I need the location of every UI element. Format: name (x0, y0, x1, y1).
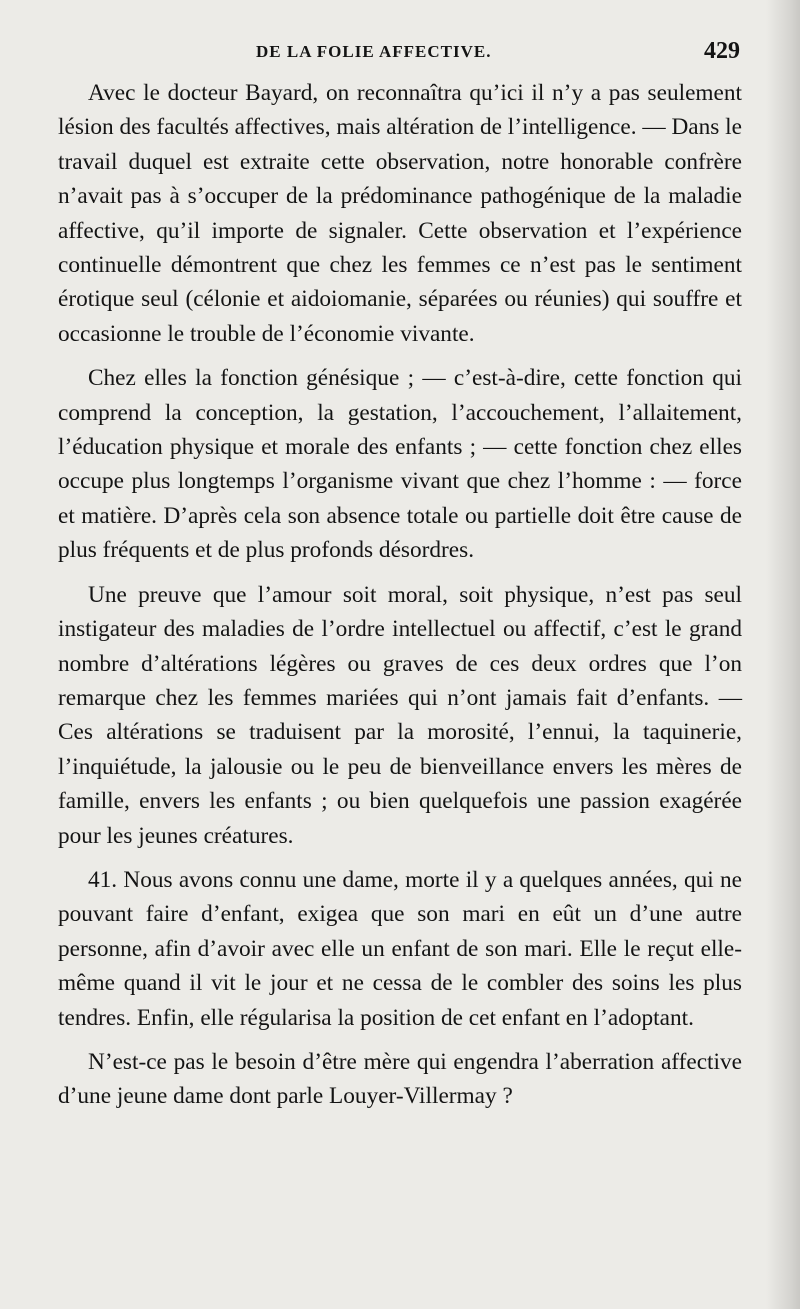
page-binding-shadow (766, 0, 800, 1309)
paragraph-5: N’est-ce pas le besoin d’être mère qui engendra l’aberration affective d’une jeune dame dont parle Louyer-Villermay ? (58, 1048, 742, 1110)
body-text (58, 76, 742, 1124)
paragraph-3: Une preuve que l’amour soit moral, soit physique, n’est pas seul instigateur des maladies de l’ordre intellectuel ou affectif, c’est le grand nombre d’altérations légères ou graves de ces deux ordres que l’on remarque chez les femmes mariées qui n’ont jamais fait d’enfants. — Ces altérations se traduisent par la morosité, l’ennui, la taquinerie, l’inquiétude, la jalousie ou le peu de bienveillance envers les mères de famille, envers les enfants ; ou bien quelquefois une passion exagérée pour les jeunes créatures. (58, 581, 742, 849)
page-number: 429 (704, 38, 740, 64)
paragraph-2: Chez elles la fonction génésique ; — c’est-à-dire, cette fonction qui comprend la conception, la gestation, l’accouchement, l’allaitement, l’éducation physique et morale des enfants ; — cette fonction chez elles occupe plus longtemps l’organisme vivant que chez l’homme : — force et matière. D’après cela son absence totale ou partielle doit être cause de plus fréquents et de plus profonds désordres. (58, 365, 742, 564)
paragraph-4: 41. Nous avons connu une dame, morte il y a quelques années, qui ne pouvant faire d’enfant, exigea que son mari en eût un d’une autre personne, afin d’avoir avec elle un enfant de son mari. Elle le reçut elle-même quand il vit le jour et ne cessa de le combler des soins les plus tendres. Enfin, elle régularisa la position de cet enfant en l’adoptant. (58, 866, 742, 1031)
running-title: DE LA FOLIE AFFECTIVE. (256, 42, 492, 61)
paragraph-1: Avec le docteur Bayard, on reconnaîtra qu’ici il n’y a pas seulement lésion des facultés affectives, mais altération de l’intelligence. — Dans le travail duquel est extraite cette observation, notre honorable confrère n’avait pas à s’occuper de la prédominance pathogénique de la maladie affective, qu’il importe de signaler. Cette observation et l’expérience continuelle démontrent que chez les femmes ce n’est pas le sentiment érotique seul (célonie et aidoiomanie, séparées ou réunies) qui souffre et occasionne le trouble de l’économie vivante. (58, 80, 742, 347)
page-header (58, 38, 740, 74)
